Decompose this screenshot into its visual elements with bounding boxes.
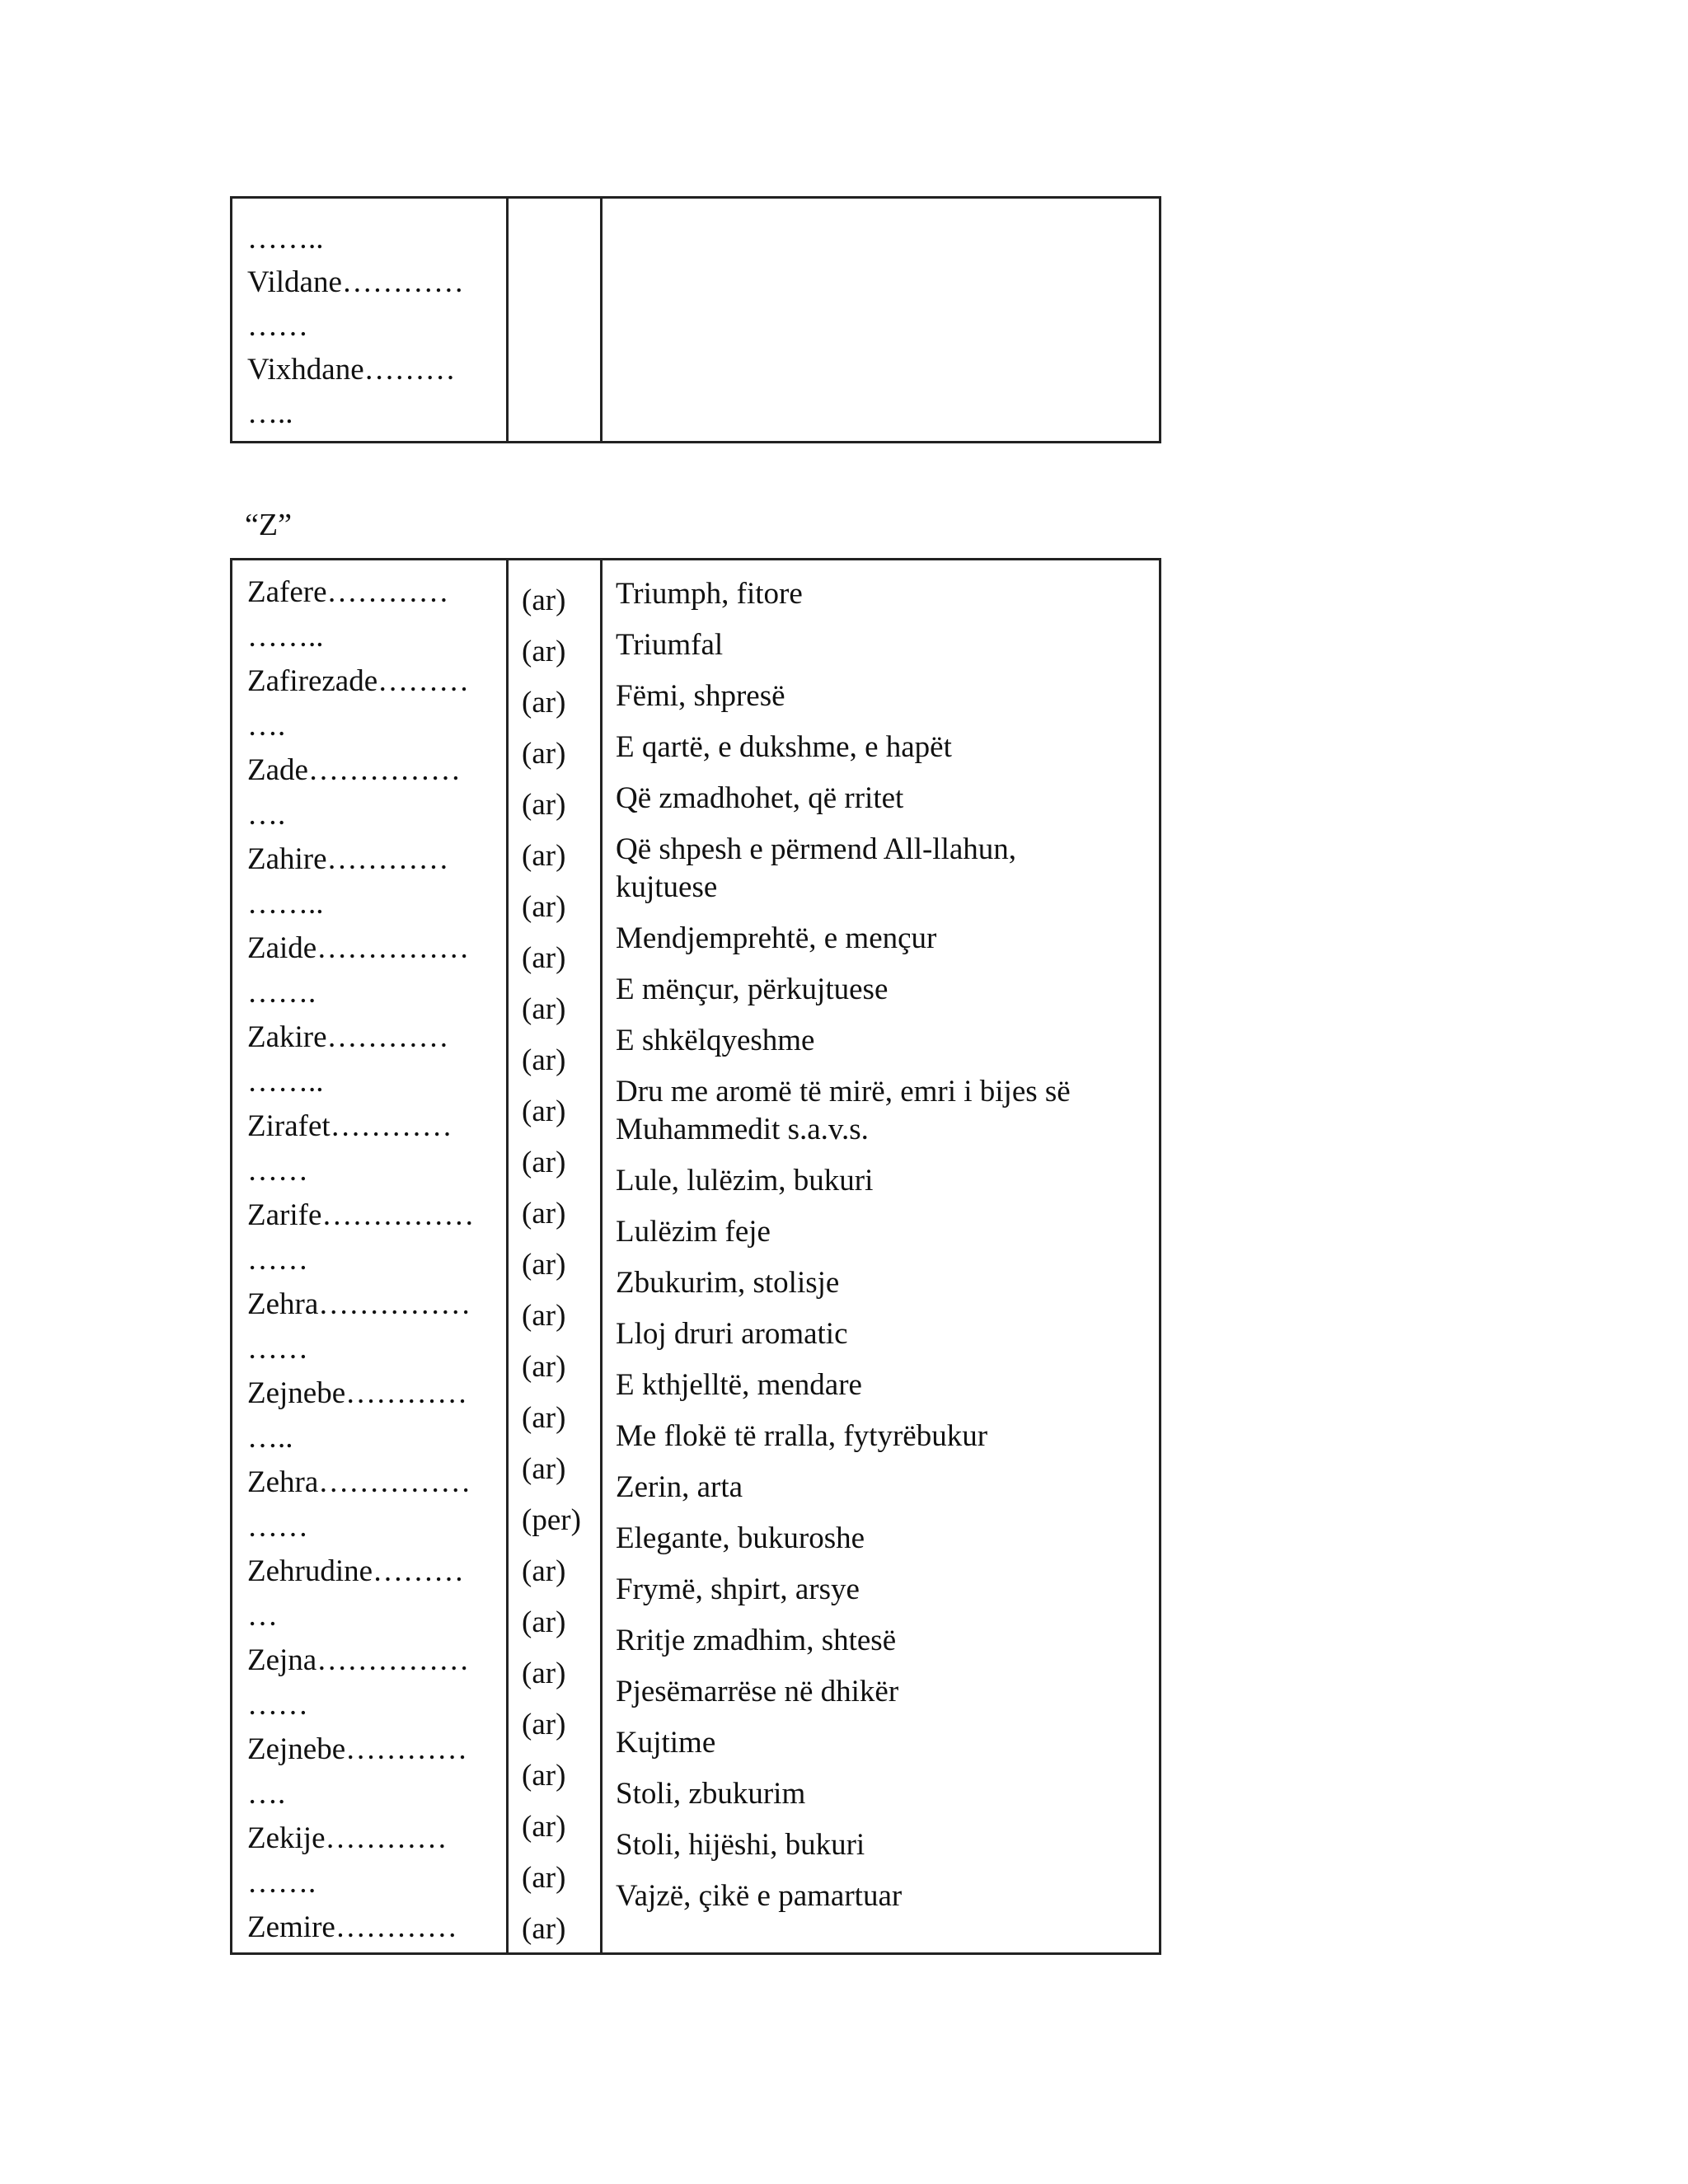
meaning-entry bbox=[616, 1366, 1159, 1404]
name-line: Zakire………… bbox=[247, 1020, 449, 1054]
name-line: Zirafet………… bbox=[247, 1109, 452, 1143]
name-line: ….. bbox=[247, 1421, 293, 1455]
meaning-entry bbox=[616, 1877, 1159, 1915]
origin-label: (ar) bbox=[522, 788, 566, 822]
meaning-text: kujtuese bbox=[616, 870, 718, 904]
name-line: Zehra…………… bbox=[247, 1287, 471, 1321]
meaning-entry bbox=[616, 1826, 1159, 1864]
name-line: Zafirezade……… bbox=[247, 664, 470, 698]
meaning-entry bbox=[616, 626, 1159, 664]
meaning-text: Stoli, zbukurim bbox=[616, 1777, 806, 1811]
meaning-text: Kujtime bbox=[616, 1726, 716, 1760]
name-line: …….. bbox=[247, 887, 324, 921]
meaning-entry bbox=[616, 1264, 1159, 1302]
name-line: ….. bbox=[247, 396, 293, 430]
origin-label: (ar) bbox=[522, 1605, 566, 1639]
name-line: Zejna…………… bbox=[247, 1643, 470, 1677]
origin-label: (ar) bbox=[522, 1657, 566, 1690]
name-line: …. bbox=[247, 798, 286, 832]
name-line: …… bbox=[247, 309, 308, 343]
meaning-entry bbox=[616, 1022, 1159, 1060]
origin-label: (ar) bbox=[522, 1810, 566, 1844]
meaning-text: Zbukurim, stolisje bbox=[616, 1266, 840, 1300]
meaning-text: Lloj druri aromatic bbox=[616, 1317, 848, 1351]
origin-label: (ar) bbox=[522, 737, 566, 771]
origin-label: (ar) bbox=[522, 635, 566, 668]
meaning-entry bbox=[616, 1724, 1159, 1762]
meaning-text: Që zmadhohet, që rritet bbox=[616, 781, 904, 815]
name-line: …… bbox=[247, 1243, 308, 1277]
meaning-text: Me flokë të rralla, fytyrëbukur bbox=[616, 1419, 988, 1453]
origin-label: (ar) bbox=[522, 1043, 566, 1077]
origin-label: (ar) bbox=[522, 992, 566, 1026]
origin-column bbox=[506, 560, 600, 1955]
meaning-entry bbox=[616, 831, 1159, 907]
meaning-entry bbox=[616, 1673, 1159, 1711]
z-names-table bbox=[230, 558, 1161, 1955]
meaning-entry bbox=[616, 1571, 1159, 1609]
origin-label: (ar) bbox=[522, 1248, 566, 1282]
meaning-text: Lule, lulëzim, bukuri bbox=[616, 1164, 874, 1197]
names-column bbox=[232, 199, 506, 441]
section-heading: “Z” bbox=[245, 508, 292, 542]
meaning-entry bbox=[616, 1162, 1159, 1200]
name-line: …. bbox=[247, 709, 286, 743]
name-line: Zaide…………… bbox=[247, 931, 470, 965]
origin-label: (ar) bbox=[522, 686, 566, 719]
names-column bbox=[232, 560, 506, 1955]
meaning-entry bbox=[616, 1469, 1159, 1507]
name-line: …… bbox=[247, 1332, 308, 1366]
meaning-entry bbox=[616, 575, 1159, 613]
origin-label: (ar) bbox=[522, 1197, 566, 1230]
meaning-text: Rritje zmadhim, shtesë bbox=[616, 1624, 897, 1657]
meaning-text: Zerin, arta bbox=[616, 1470, 743, 1504]
origin-label: (ar) bbox=[522, 1401, 566, 1435]
origin-label: (ar) bbox=[522, 1146, 566, 1179]
origin-label: (ar) bbox=[522, 1708, 566, 1741]
meaning-text: Triumfal bbox=[616, 628, 724, 662]
meaning-entry bbox=[616, 920, 1159, 958]
meaning-text: Muhammedit s.a.v.s. bbox=[616, 1113, 869, 1146]
name-line: Zehra…………… bbox=[247, 1465, 471, 1499]
name-line: ……. bbox=[247, 976, 316, 1010]
name-line: … bbox=[247, 1599, 278, 1633]
name-line: Zekije………… bbox=[247, 1821, 448, 1855]
meaning-text: E shkëlqyeshme bbox=[616, 1024, 815, 1057]
meaning-column bbox=[600, 199, 1159, 441]
meaning-text: Elegante, bukuroshe bbox=[616, 1521, 865, 1555]
meaning-text: Pjesëmarrëse në dhikër bbox=[616, 1675, 899, 1708]
meaning-entry bbox=[616, 1622, 1159, 1660]
origin-label: (ar) bbox=[522, 1094, 566, 1128]
meaning-text: E mënçur, përkujtuese bbox=[616, 972, 889, 1006]
name-line: Vildane………… bbox=[247, 265, 464, 299]
meaning-entry bbox=[616, 1073, 1159, 1149]
meaning-text: Triumph, fitore bbox=[616, 577, 803, 611]
name-line: …… bbox=[247, 1154, 308, 1188]
origin-label: (ar) bbox=[522, 1759, 566, 1793]
meaning-text: Dru me aromë të mirë, emri i bijes së bbox=[616, 1075, 1071, 1108]
origin-label: (ar) bbox=[522, 1861, 566, 1895]
meaning-text: Mendjemprehtë, e mençur bbox=[616, 921, 937, 955]
meaning-text: Vajzë, çikë e pamartuar bbox=[616, 1879, 903, 1913]
origin-label: (ar) bbox=[522, 1452, 566, 1486]
meaning-entry bbox=[616, 677, 1159, 715]
meaning-text: Fëmi, shpresë bbox=[616, 679, 785, 713]
name-line: …….. bbox=[247, 222, 324, 255]
continued-names-table bbox=[230, 196, 1161, 443]
name-line: Zafere………… bbox=[247, 575, 449, 609]
name-line: Zejnebe………… bbox=[247, 1376, 468, 1410]
meaning-text: Që shpesh e përmend All-llahun, bbox=[616, 832, 1017, 866]
origin-label: (ar) bbox=[522, 839, 566, 873]
name-line: …… bbox=[247, 1510, 308, 1544]
meaning-text: Lulëzim feje bbox=[616, 1215, 771, 1249]
origin-label: (ar) bbox=[522, 890, 566, 924]
meaning-column bbox=[600, 560, 1159, 1955]
origin-label: (ar) bbox=[522, 1350, 566, 1384]
name-line: …….. bbox=[247, 620, 324, 654]
origin-column bbox=[506, 199, 600, 441]
meaning-entry bbox=[616, 780, 1159, 818]
origin-label: (ar) bbox=[522, 583, 566, 617]
meaning-entry bbox=[616, 1520, 1159, 1558]
meaning-entry bbox=[616, 971, 1159, 1009]
name-line: Zejnebe………… bbox=[247, 1732, 468, 1766]
name-line: Vixhdane……… bbox=[247, 353, 456, 387]
name-line: Zemire………… bbox=[247, 1910, 457, 1944]
meaning-text: E qartë, e dukshme, e hapët bbox=[616, 730, 952, 764]
meaning-text: Stoli, hijëshi, bukuri bbox=[616, 1828, 865, 1862]
name-line: Zehrudine……… bbox=[247, 1554, 465, 1588]
meaning-entry bbox=[616, 1213, 1159, 1251]
name-line: …. bbox=[247, 1777, 286, 1811]
meaning-entry bbox=[616, 729, 1159, 766]
name-line: …… bbox=[247, 1688, 308, 1722]
meaning-text: Frymë, shpirt, arsye bbox=[616, 1572, 860, 1606]
meaning-entry bbox=[616, 1418, 1159, 1455]
name-line: Zarife…………… bbox=[247, 1198, 475, 1232]
name-line: ……. bbox=[247, 1866, 316, 1900]
origin-label: (per) bbox=[522, 1503, 581, 1537]
origin-label: (ar) bbox=[522, 1554, 566, 1588]
name-line: Zahire………… bbox=[247, 842, 449, 876]
origin-label: (ar) bbox=[522, 941, 566, 975]
name-line: …….. bbox=[247, 1065, 324, 1099]
meaning-entry bbox=[616, 1315, 1159, 1353]
origin-label: (ar) bbox=[522, 1299, 566, 1333]
name-line: Zade…………… bbox=[247, 753, 461, 787]
meaning-entry bbox=[616, 1775, 1159, 1813]
origin-label: (ar) bbox=[522, 1912, 566, 1946]
meaning-text: E kthjelltë, mendare bbox=[616, 1368, 862, 1402]
